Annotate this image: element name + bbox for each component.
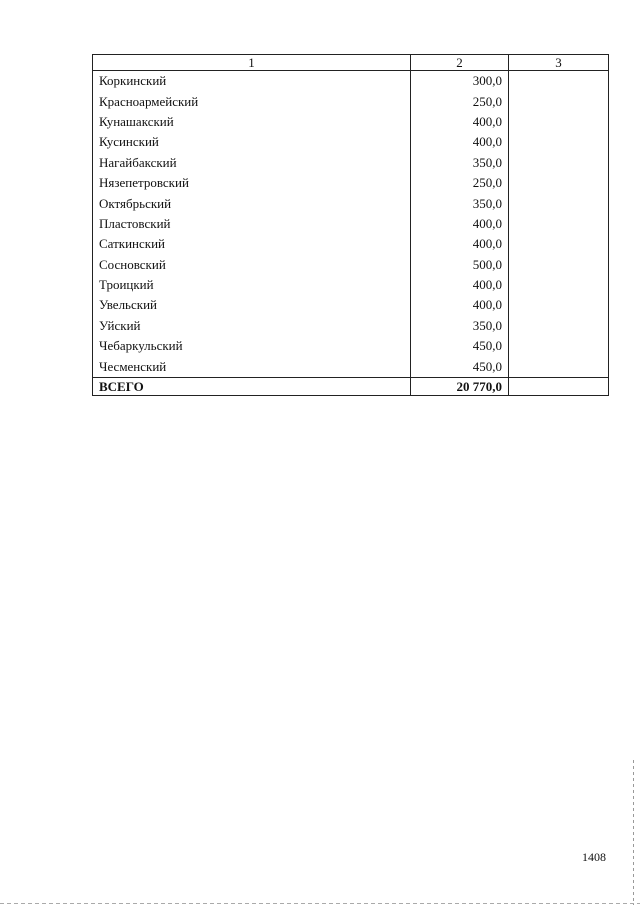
- column-3-cell: [509, 316, 609, 336]
- district-name: Пластовский: [93, 214, 411, 234]
- total-column-3-cell: [509, 377, 609, 395]
- column-header-1: 1: [93, 55, 411, 71]
- amount-value: 400,0: [411, 112, 509, 132]
- district-name: Саткинский: [93, 234, 411, 254]
- amount-value: 500,0: [411, 255, 509, 275]
- district-name: Сосновский: [93, 255, 411, 275]
- column-3-cell: [509, 214, 609, 234]
- column-3-cell: [509, 255, 609, 275]
- table-row: [93, 234, 609, 254]
- table-row: [93, 356, 609, 377]
- table-row: [93, 214, 609, 234]
- district-name: Октябрьский: [93, 193, 411, 213]
- scan-edge-artifact-right: [633, 760, 634, 905]
- scan-edge-artifact-bottom: [0, 903, 640, 904]
- table-row: [93, 132, 609, 152]
- table-row: [93, 153, 609, 173]
- amount-value: 450,0: [411, 336, 509, 356]
- total-label: ВСЕГО: [93, 377, 411, 395]
- amount-value: 300,0: [411, 71, 509, 92]
- district-name: Чебаркульский: [93, 336, 411, 356]
- amount-value: 400,0: [411, 234, 509, 254]
- column-header-3: 3: [509, 55, 609, 71]
- district-name: Нязепетровский: [93, 173, 411, 193]
- column-3-cell: [509, 91, 609, 111]
- column-3-cell: [509, 295, 609, 315]
- amount-value: 350,0: [411, 153, 509, 173]
- amount-value: 350,0: [411, 193, 509, 213]
- district-name: Кусинский: [93, 132, 411, 152]
- amount-value: 400,0: [411, 132, 509, 152]
- district-name: Коркинский: [93, 71, 411, 92]
- column-3-cell: [509, 234, 609, 254]
- column-3-cell: [509, 132, 609, 152]
- table-row: [93, 71, 609, 92]
- district-name: Троицкий: [93, 275, 411, 295]
- column-header-2: 2: [411, 55, 509, 71]
- table-row: [93, 316, 609, 336]
- column-3-cell: [509, 356, 609, 377]
- table-row: [93, 275, 609, 295]
- column-3-cell: [509, 112, 609, 132]
- allocation-table: [92, 54, 609, 396]
- table-header-row: [93, 55, 609, 71]
- column-3-cell: [509, 173, 609, 193]
- column-3-cell: [509, 153, 609, 173]
- district-name: Нагайбакский: [93, 153, 411, 173]
- column-3-cell: [509, 275, 609, 295]
- table-row: [93, 193, 609, 213]
- table-row: [93, 173, 609, 193]
- amount-value: 350,0: [411, 316, 509, 336]
- table-row: [93, 91, 609, 111]
- table-row: [93, 112, 609, 132]
- amount-value: 400,0: [411, 214, 509, 234]
- amount-value: 250,0: [411, 91, 509, 111]
- table-row: [93, 295, 609, 315]
- page-number: 1408: [582, 850, 606, 864]
- district-name: Увельский: [93, 295, 411, 315]
- table-row: [93, 255, 609, 275]
- district-name: Уйский: [93, 316, 411, 336]
- total-row: [93, 377, 609, 395]
- amount-value: 250,0: [411, 173, 509, 193]
- district-name: Кунашакский: [93, 112, 411, 132]
- column-3-cell: [509, 336, 609, 356]
- table-body: [93, 71, 609, 396]
- column-3-cell: [509, 193, 609, 213]
- district-name: Красноармейский: [93, 91, 411, 111]
- amount-value: 450,0: [411, 356, 509, 377]
- district-name: Чесменский: [93, 356, 411, 377]
- column-3-cell: [509, 71, 609, 92]
- amount-value: 400,0: [411, 295, 509, 315]
- amount-value: 400,0: [411, 275, 509, 295]
- table-row: [93, 336, 609, 356]
- total-value: 20 770,0: [411, 377, 509, 395]
